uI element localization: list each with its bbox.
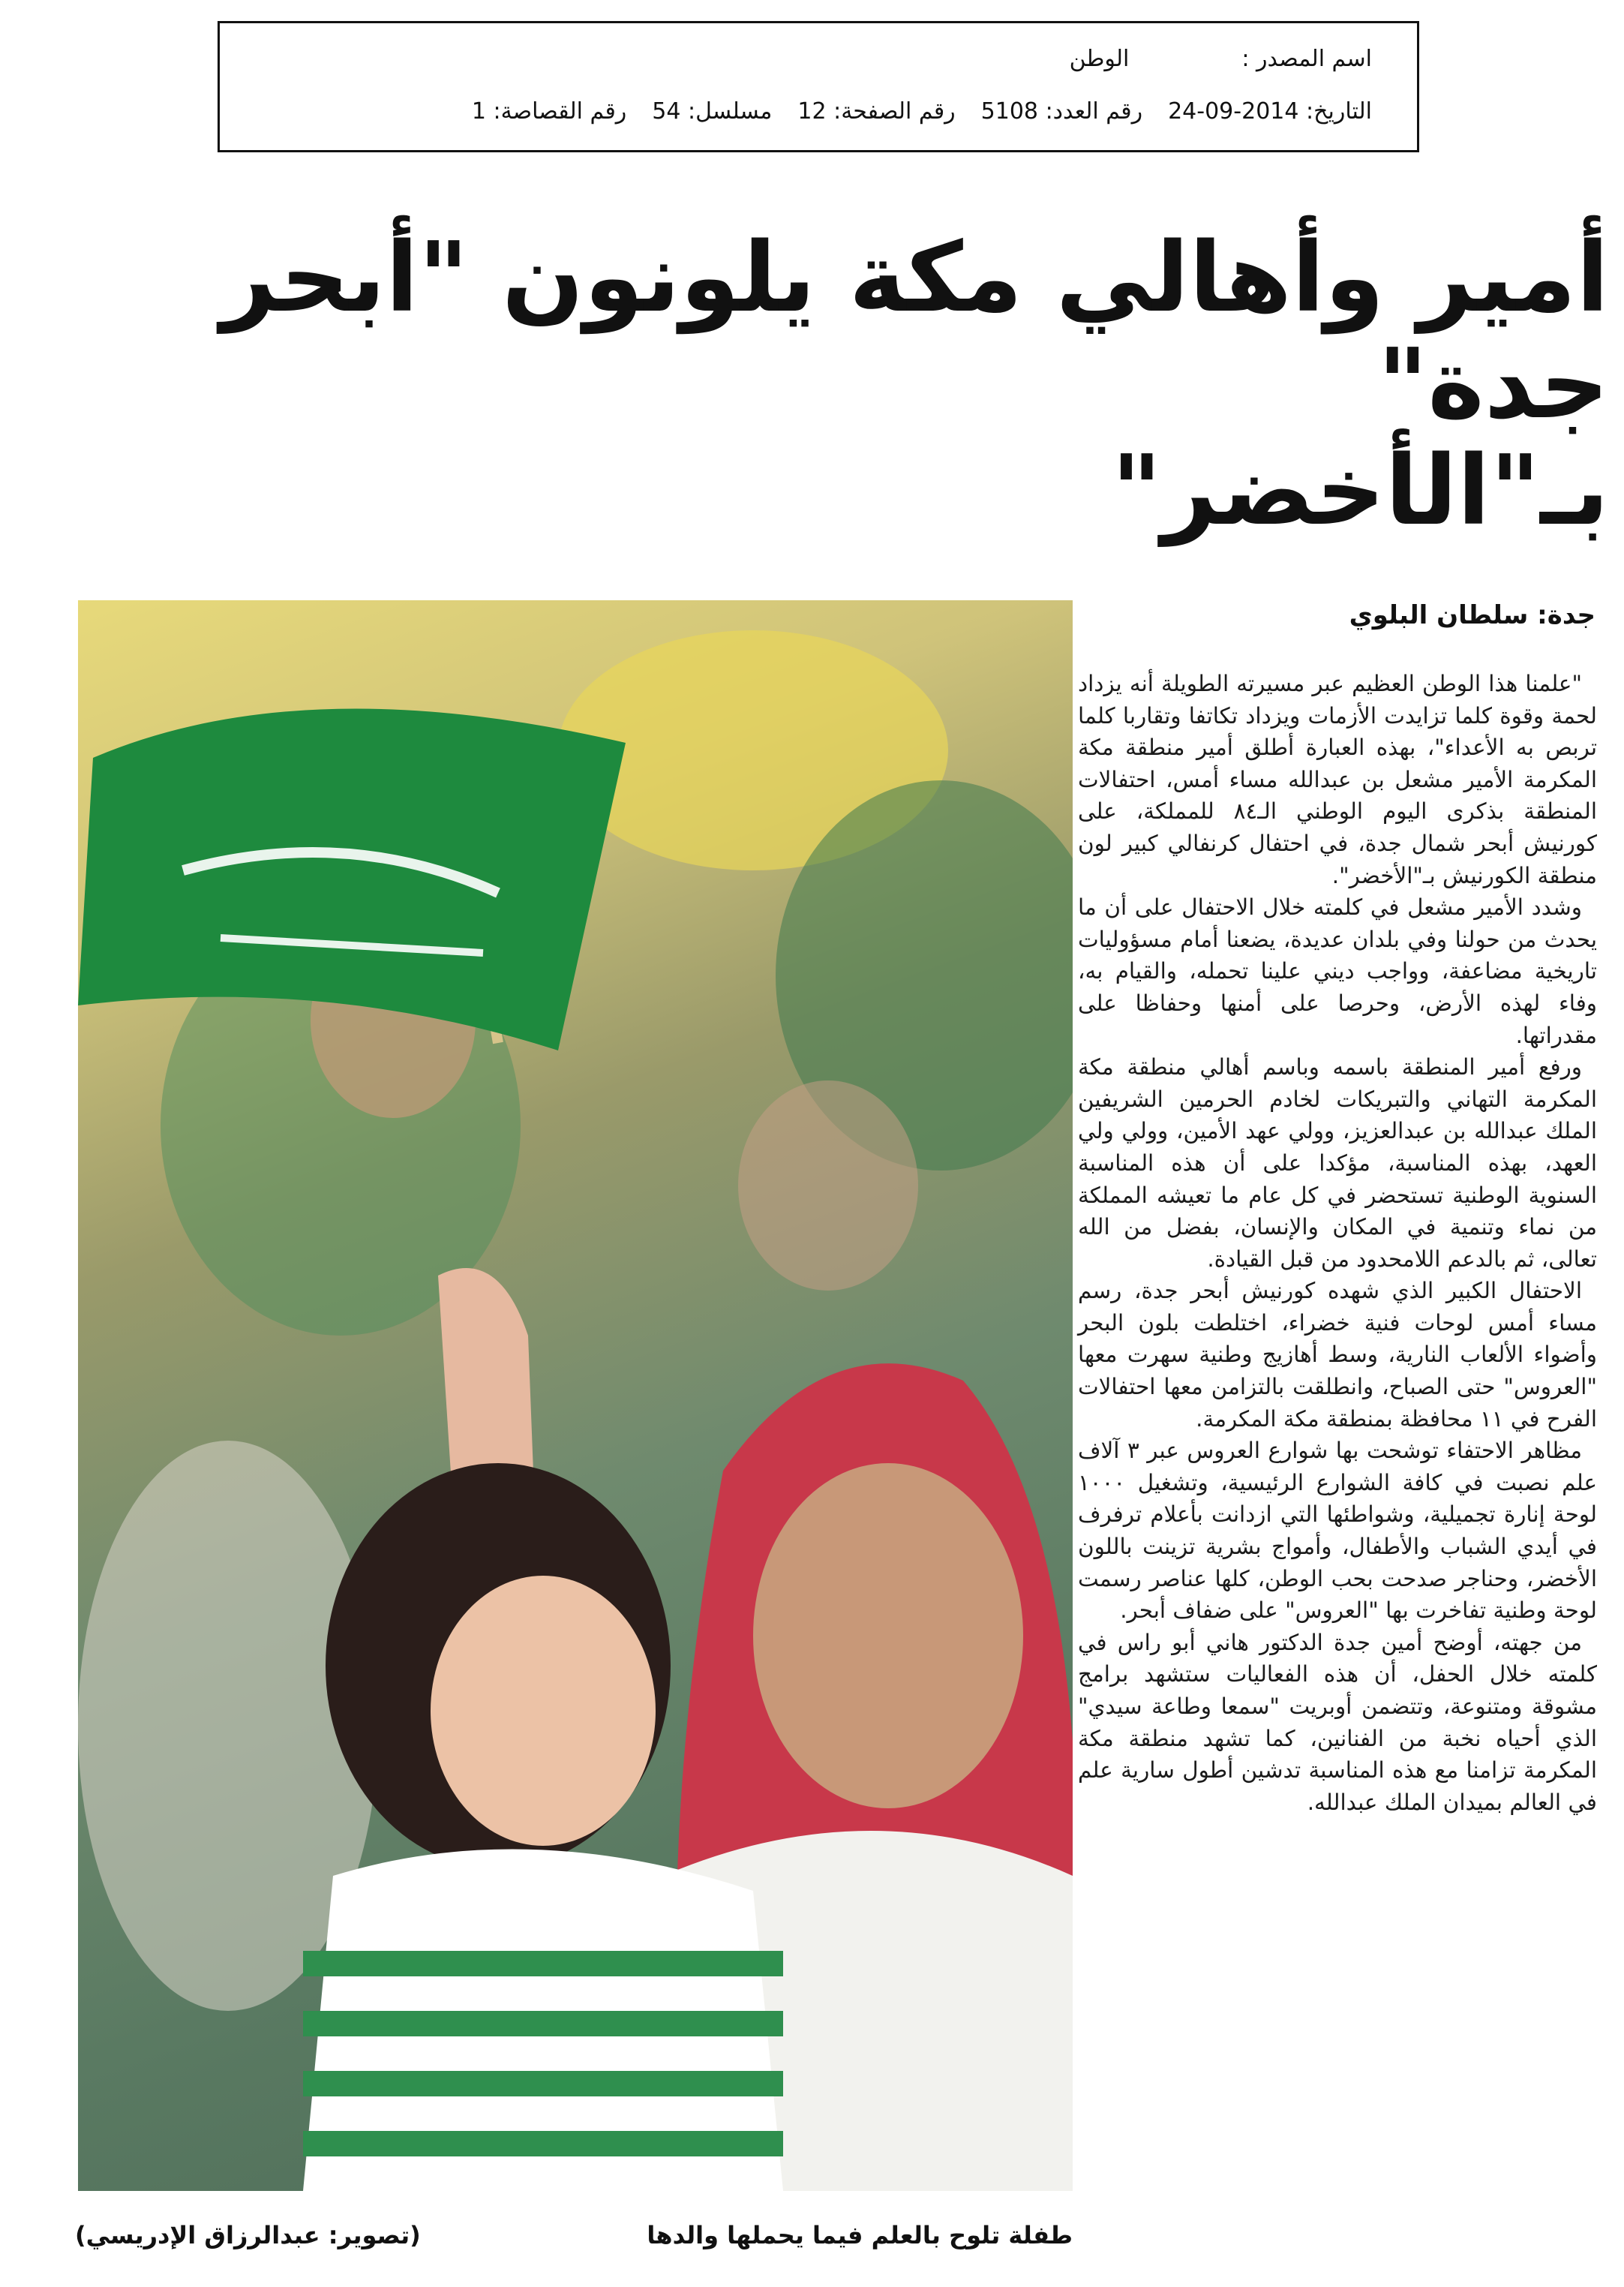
source-field [1070, 46, 1372, 72]
article-paragraph: الاحتفال الكبير الذي شهده كورنيش أبحر جدة، رسم مساء أمس لوحات فنية خضراء، اختلطت بلون البحر وأضواء الألعاب النارية، وسط أهازيج وطنية سهرت معها "العروس" حتى الصباح، وانطلقت بالتزامن معها احتفالات الفرح في ١١ محافظة بمنطقة مكة المكرمة. [1078, 1278, 1597, 1432]
date-field [1168, 98, 1372, 125]
page-field [797, 98, 955, 125]
source-label: اسم المصدر : [1241, 46, 1372, 72]
article-paragraph: مظاهر الاحتفاء توشحت بها شوارع العروس عبر ٣ آلاف علم نصبت في كافة الشوارع الرئيسية، وتشغيل ١٠٠٠ لوحة إنارة تجميلية، وشواطئها التي ازدانت بأعلام ترفرف في أيدي الشباب والأطفال، وأمواج بشرية تزينت باللون الأخضر، وحناجر صدحت بحب الوطن، كلها عناصر رسمت لوحة وطنية تفاخرت بها "العروس" على ضفاف أبحر. [1078, 1438, 1597, 1624]
issue-value: 5108 [980, 98, 1039, 125]
source-value: الوطن [1069, 46, 1130, 72]
photo-credit: (تصوير: عبدالرزاق الإدريسي) [75, 2221, 421, 2249]
date-label: التاريخ: [1306, 98, 1372, 125]
headline-line-1: أمير وأهالي مكة يلونون "أبحر جدة" [221, 222, 1609, 440]
photo-illustration [78, 600, 1073, 2191]
serial-field [652, 98, 772, 125]
issue-field [981, 98, 1142, 125]
article-paragraph: ورفع أمير المنطقة باسمه وباسم أهالي منطقة مكة المكرمة التهاني والتبريكات لخادم الحرمين الشريفين الملك عبدالله بن عبدالعزيز، وولي عهد الأمين، وولي ولي العهد، بهذه المناسبة، مؤكدا على أن هذه المناسبة السنوية الوطنية تستحضر في كل عام ما تعيشه المملكة من نماء وتنمية في المكان والإنسان، بفضل من الله تعالى، ثم بالدعم اللامحدود من قبل القيادة. [1078, 1054, 1597, 1272]
clip-label: رقم القصاصة: [493, 98, 627, 125]
article-photo [78, 600, 1073, 2191]
serial-value: 54 [652, 98, 681, 125]
headline-line-2: بـ"الأخضر" [1111, 435, 1609, 547]
metadata-row-source [265, 46, 1372, 72]
page-label: رقم الصفحة: [833, 98, 956, 125]
clip-value: 1 [471, 98, 486, 125]
article-paragraph: "علمنا هذا الوطن العظيم عبر مسيرته الطويلة أنه يزداد لحمة وقوة كلما تزايدت الأزمات ويزداد تكاتفا وتقاربا كلما تربص به الأعداء"، بهذه العبارة أطلق أمير منطقة مكة المكرمة الأمير مشعل بن عبدالله مساء أمس، احتفالات المنطقة بذكرى اليوم الوطني الـ٨٤ للمملكة، على كورنيش أبحر شمال جدة، في احتفال كرنفالي كبير لون منطقة الكورنيش بـ"الأخضر". [1078, 671, 1597, 888]
man-face-shape [753, 1463, 1023, 1808]
article-body [1078, 668, 1597, 1818]
serial-label: مسلسل: [688, 98, 773, 125]
article-paragraph: من جهته، أوضح أمين جدة الدكتور هاني أبو راس في كلمته خلال الحفل، أن هذه الفعاليات ستشهد برامج مشوقة ومتنوعة، وتتضمن أوبريت "سمعا وطاعة سيدي" الذي أحياه نخبة من الفنانين، كما تشهد منطقة مكة المكرمة تزامنا مع هذه المناسبة تدشين أطول سارية علم في العالم بميدان الملك عبدالله. [1078, 1629, 1597, 1815]
background-face-shape [738, 1080, 918, 1291]
girl-face-shape [431, 1576, 656, 1846]
byline: جدة: سلطان البلوي [1349, 600, 1595, 630]
photo-caption: طفلة تلوح بالعلم فيما يحملها والدها [647, 2221, 1073, 2249]
metadata-row-details [265, 98, 1372, 125]
date-value: 2014-09-24 [1168, 98, 1299, 125]
issue-label: رقم العدد: [1045, 98, 1143, 125]
clipping-metadata-box [218, 21, 1419, 152]
page-value: 12 [797, 98, 827, 125]
article-paragraph: وشدد الأمير مشعل في كلمته خلال الاحتفال على أن ما يحدث من حولنا وفي بلدان عديدة، يضعنا أمام مسؤوليات تاريخية مضاعفة، وواجب ديني علينا تحمله، والقيام به، وفاء لهذه الأرض، وحرصا على أمنها وحفاظا على مقدراتها. [1078, 894, 1597, 1048]
saudi-flag-icon [78, 709, 626, 1050]
headline [75, 222, 1609, 547]
clip-field [472, 98, 626, 125]
